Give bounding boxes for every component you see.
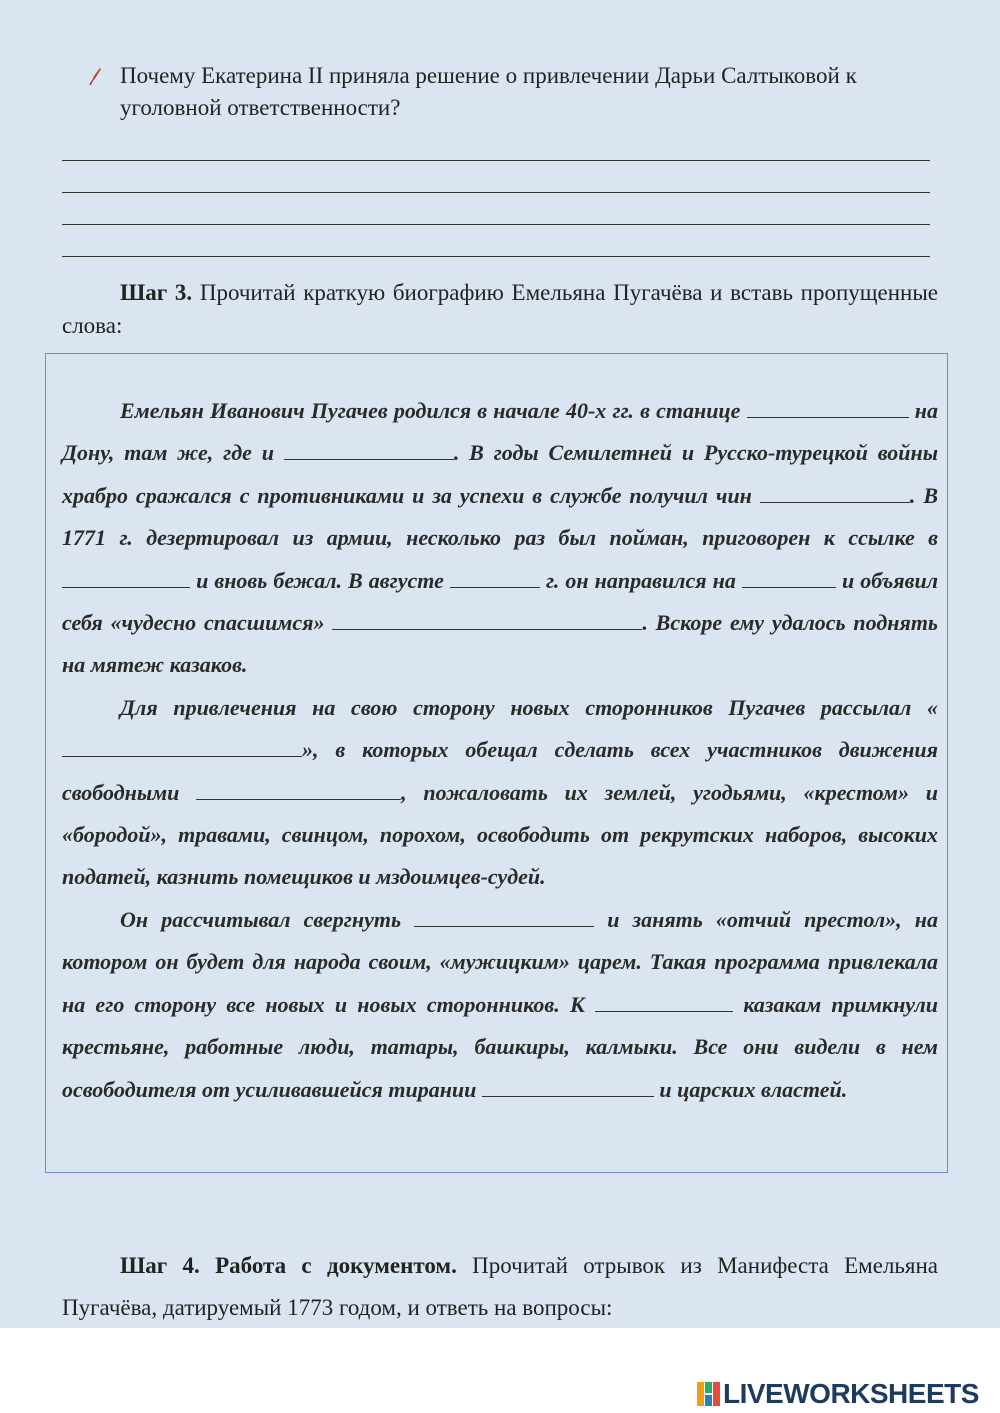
- step4-text: Прочитай отрывок из Манифеста Емельяна Пугачёва, датируемый 1773 годом, и ответь на вопросы:: [62, 1253, 939, 1320]
- step3-instruction: [62, 276, 938, 342]
- liveworksheets-logo-icon: [697, 1382, 721, 1406]
- blank-river[interactable]: [742, 567, 836, 588]
- blank-rank[interactable]: [760, 482, 910, 503]
- question-text: Почему Екатерина II приняла решение о привлечении Дарьи Салтыковой к уголовной ответственности?: [120, 63, 857, 120]
- blank-documents[interactable]: [62, 736, 302, 757]
- biography-text: [62, 390, 938, 1111]
- blank-cossacks-type[interactable]: [595, 991, 733, 1012]
- answer-line-4[interactable]: [62, 256, 930, 257]
- answer-line-2[interactable]: [62, 192, 930, 193]
- blank-stanitsa[interactable]: [747, 397, 909, 418]
- liveworksheets-logo-text: LIVEWORKSHEETS: [723, 1378, 979, 1409]
- blank-exile-place[interactable]: [62, 567, 190, 588]
- step3-text: Прочитай краткую биографию Емельяна Пугачёва и вставь пропущенные слова:: [62, 280, 938, 338]
- biography-paragraph-2: Для привлечения на свою сторону новых сторонников Пугачев рассылал «», в которых обещал сделать всех участников движения свободными , пожаловать их землей, угодьями, «крестом» и «бородой», травами, свинцом, порохом, освободить от рекрутских наборов, высоких податей, казнить помещиков и мздоимцев-судей.: [62, 694, 939, 890]
- answer-line-1[interactable]: [62, 160, 930, 161]
- answer-line-3[interactable]: [62, 224, 930, 225]
- step3-label: Шаг 3.: [120, 280, 193, 305]
- blank-emperor[interactable]: [332, 609, 642, 630]
- blank-tyranny-of[interactable]: [482, 1076, 654, 1097]
- step4-instruction: [62, 1245, 938, 1329]
- biography-box: [45, 353, 948, 1173]
- biography-paragraph-1: Емельян Иванович Пугачев родился в начале 40-х гг. в станице на Дону, там же, где и . В годы Семилетней и Русско-турецкой войны храбро сражался с противниками и за успехи в службе получил чин . В 1771 г. дезертировал из армии, несколько раз был пойман, приговорен к ссылке в и вновь бежал. В августе г. он направился на и объявил себя «чудесно спасшимся» . Вскоре ему удалось поднять на мятеж казаков.: [62, 398, 938, 678]
- blank-free-status[interactable]: [196, 779, 401, 800]
- blank-born-same-place[interactable]: [284, 439, 454, 460]
- blank-year[interactable]: [450, 567, 540, 588]
- liveworksheets-logo[interactable]: [697, 1378, 979, 1410]
- blank-overthrow[interactable]: [414, 906, 594, 927]
- biography-paragraph-3: Он рассчитывал свергнуть и занять «отчий престол», на котором он будет для народа своим, «мужицким» царем. Такая программа привлекала на его сторону все новых и новых сторонников. К казакам примкнули крестьяне, работные люди, татары, башкиры, калмыки. Все они видели в нем освободителя от усиливавшейся тирании и царских властей.: [62, 906, 938, 1102]
- step4-label: Шаг 4. Работа с документом.: [120, 1253, 457, 1278]
- pencil-bullet-icon: [88, 66, 102, 86]
